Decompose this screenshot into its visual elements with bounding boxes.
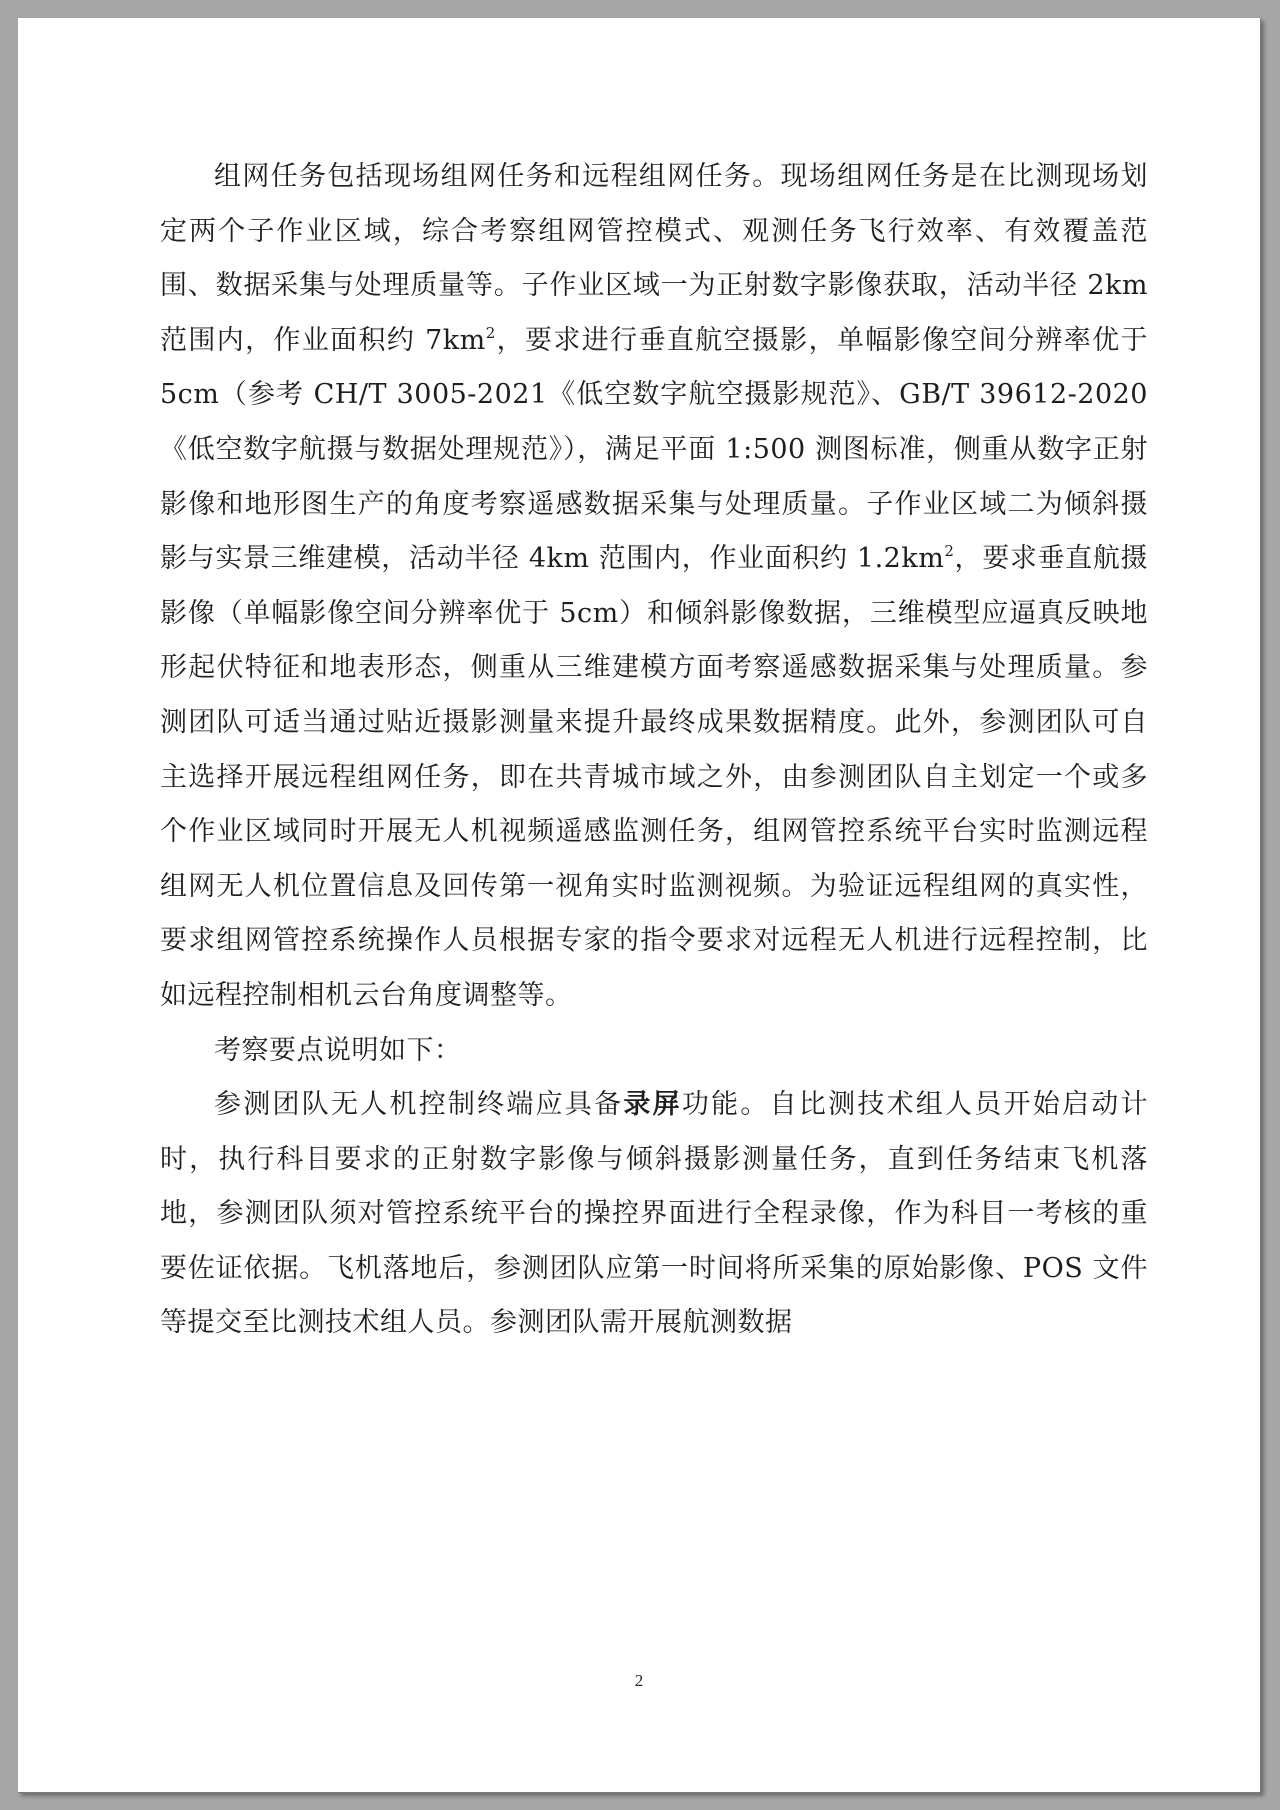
- text-run: 考察要点说明如下：: [214, 1034, 462, 1066]
- document-body: [160, 150, 1148, 1351]
- paragraph-screen-recording: [160, 1078, 1148, 1351]
- superscript-2: 2: [944, 542, 955, 561]
- text-run: ，要求垂直航摄影像（单幅影像空间分辨率优于 5cm）和倾斜影像数据，三维模型应逼真反映地形起伏特征和地表形态，侧重从三维建模方面考察遥感数据采集与处理质量。参测团队可适当通过贴近摄影测量来提升最终成果数据精度。此外，参测团队可自主选择开展远程组网任务，即在共青城市域之外，由参测团队自主划定一个或多个作业区域同时开展无人机视频遥感监测任务，组网管控系统平台实时监测远程组网无人机位置信息及回传第一视角实时监测视频。为验证远程组网的真实性，要求组网管控系统操作人员根据专家的指令要求对远程无人机进行远程控制，比如远程控制相机云台角度调整等。: [160, 543, 1149, 1011]
- page-number: 2: [634, 1671, 644, 1690]
- text-run: 组网任务包括现场组网任务和远程组网任务。现场组网任务是在比测现场划定两个子作业区域，综合考察组网管控模式、观测任务飞行效率、有效覆盖范围、数据采集与处理质量等。子作业区域一为正射数字影像获取，活动半径 2km 范围内，作业面积约 7km: [160, 161, 1148, 356]
- superscript-2: 2: [485, 323, 496, 342]
- document-page: [18, 18, 1261, 1793]
- bold-text-run: 录屏: [623, 1089, 682, 1121]
- text-run: 参测团队无人机控制终端应具备: [214, 1089, 624, 1121]
- paragraph-assessment-points-heading: [160, 1024, 1148, 1079]
- text-run: ，要求进行垂直航空摄影，单幅影像空间分辨率优于 5cm（参考 CH/T 3005-2021《低空数字航空摄影规范》、GB/T 39612-2020 《低空数字航摄与数据处理规范》），满足平面 1:500 测图标准，侧重从数字正射影像和地形图生产的角度考察遥感数据采集与处理质量。子作业区域二为倾斜摄影与实景三维建模，活动半径 4km 范围内，作业面积约 1.2km: [160, 324, 1148, 575]
- text-run: 功能。自比测技术组人员开始启动计时，执行科目要求的正射数字影像与倾斜摄影测量任务，直到任务结束飞机落地，参测团队须对管控系统平台的操控界面进行全程录像，作为科目一考核的重要佐证依据。飞机落地后，参测团队应第一时间将所采集的原始影像、POS 文件等提交至比测技术组人员。参测团队需开展航测数据: [160, 1089, 1149, 1339]
- paragraph-networking-tasks: [160, 150, 1148, 1024]
